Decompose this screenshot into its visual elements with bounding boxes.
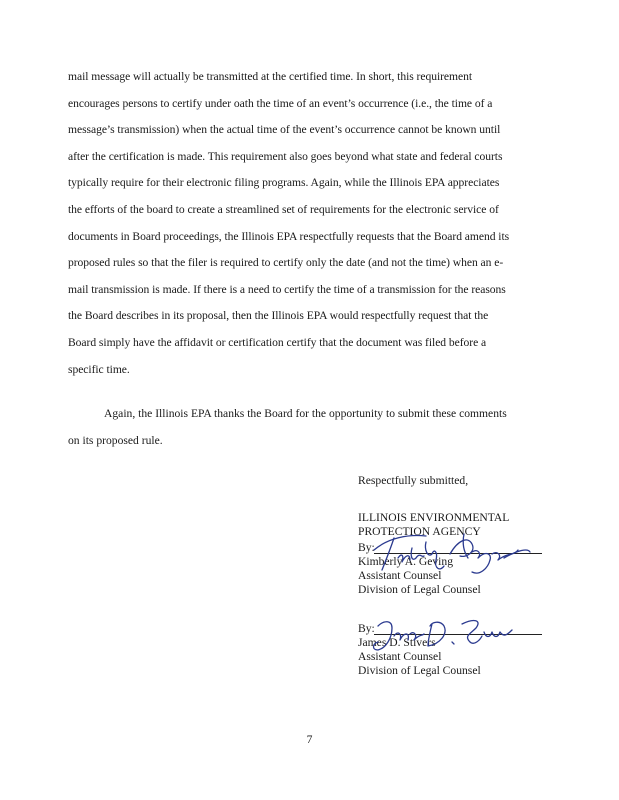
body-line: typically require for their electronic filing programs. Again, while the Illinois EPA appreciates: [68, 176, 500, 190]
agency-name: ILLINOIS ENVIRONMENTAL: [358, 511, 510, 524]
body-line: specific time.: [68, 362, 130, 376]
body-line: Board simply have the affidavit or certification certify that the document was filed before a: [68, 335, 487, 349]
salutation: Respectfully submitted,: [358, 474, 469, 487]
closing-line: Again, the Illinois EPA thanks the Board for the opportunity to submit these comments: [104, 407, 507, 420]
body-line: mail transmission is made. If there is a need to certify the time of a transmission for the reasons: [68, 282, 506, 296]
closing-paragraph: [68, 401, 554, 454]
closing-line: on its proposed rule.: [68, 433, 163, 447]
agency-name: PROTECTION AGENCY: [358, 525, 481, 538]
body-line: documents in Board proceedings, the Illinois EPA respectfully requests that the Board amend its: [68, 229, 510, 243]
signer-division: Division of Legal Counsel: [358, 583, 481, 596]
body-paragraph: [68, 64, 554, 383]
signer-name: Kimberly A. Geving: [358, 555, 453, 568]
signature-rule: [374, 634, 542, 635]
by-label: By:: [358, 622, 375, 635]
body-line: mail message will actually be transmitted at the certified time. In short, this requirement: [68, 70, 473, 83]
signer-title: Assistant Counsel: [358, 569, 442, 582]
signature-line-1: [358, 539, 568, 555]
body-line: the efforts of the board to create a streamlined set of requirements for the electronic service of: [68, 202, 499, 216]
body-line: the Board describes in its proposal, then the Illinois EPA would respectfully request that the: [68, 309, 489, 323]
body-line: message’s transmission) when the actual time of the event’s occurrence cannot be known until: [68, 123, 501, 137]
signer-name: James D. Stivers: [358, 636, 436, 649]
signature-line-2: [358, 620, 568, 636]
signature-rule: [374, 553, 542, 554]
signature-block: [358, 474, 568, 678]
signer-division: Division of Legal Counsel: [358, 664, 481, 677]
body-line: proposed rules so that the filer is required to certify only the date (and not the time) when an e-: [68, 256, 504, 270]
signer-title: Assistant Counsel: [358, 650, 442, 663]
body-line: encourages persons to certify under oath the time of an event’s occurrence (i.e., the time of a: [68, 96, 493, 110]
page-number: 7: [306, 733, 313, 746]
body-line: after the certification is made. This requirement also goes beyond what state and federal courts: [68, 149, 503, 163]
by-label: By:: [358, 541, 375, 554]
